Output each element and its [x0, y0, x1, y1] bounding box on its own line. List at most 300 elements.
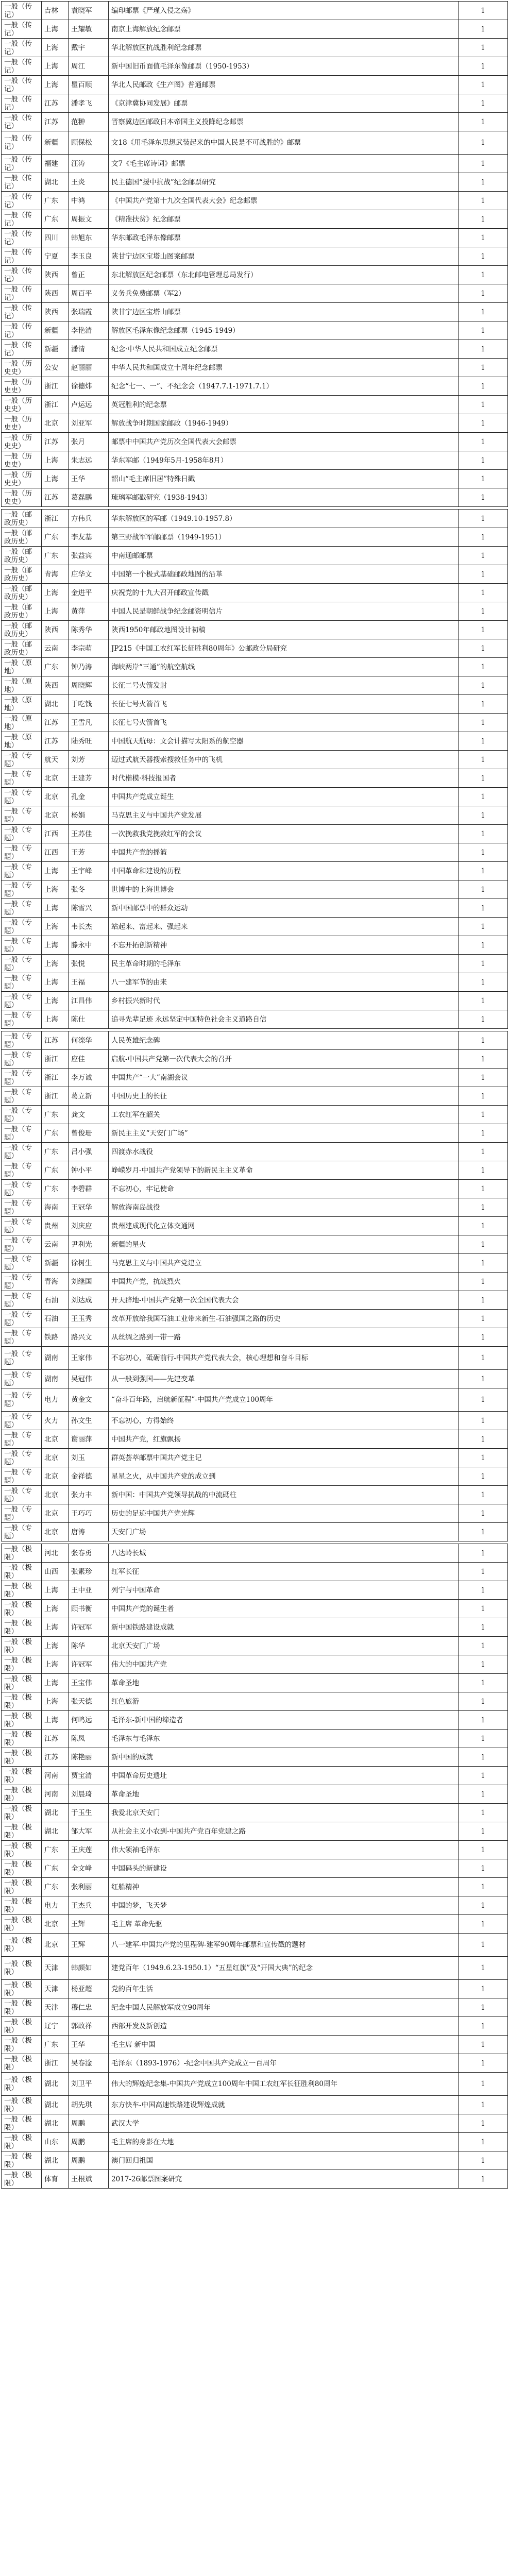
- category-cell: 一般（邮政历史）: [2, 510, 42, 528]
- table-row: [2, 1370, 508, 1388]
- quantity-cell: 1: [459, 918, 508, 936]
- quantity-cell: 1: [459, 1010, 508, 1029]
- author-cell: 葛磊鹏: [69, 488, 109, 507]
- title-cell: 长征七号火箭首飞: [109, 695, 459, 714]
- table-row: [2, 1328, 508, 1347]
- region-cell: 广东: [42, 1859, 69, 1878]
- author-cell: 周振文: [69, 210, 109, 229]
- table-row: [2, 547, 508, 565]
- quantity-cell: 1: [459, 1934, 508, 1957]
- quantity-cell: 1: [459, 1980, 508, 1998]
- title-cell: 中国人民是朝鲜战争纪念邮资明信片: [109, 602, 459, 621]
- category-cell: 一般（专题）: [2, 1198, 42, 1217]
- quantity-cell: 1: [459, 451, 508, 470]
- category-cell: 一般（极限）: [2, 2114, 42, 2133]
- title-cell: 纪念“七一、一”、不纪念会（1947.7.1-1971.7.1）: [109, 377, 459, 396]
- table-row: [2, 20, 508, 39]
- region-cell: 航天: [42, 751, 69, 769]
- title-cell: 中国共产党成立诞生: [109, 788, 459, 806]
- title-cell: 第三野战军军邮邮票（1949-1951）: [109, 528, 459, 547]
- table-row: [2, 1822, 508, 1841]
- table-row: [2, 1915, 508, 1934]
- title-cell: 群英荟萃邮票中国共产党主记: [109, 1449, 459, 1467]
- category-cell: 一般（传记）: [2, 76, 42, 94]
- category-cell: 一般（邮政历史）: [2, 547, 42, 565]
- title-cell: 贵州建成现代化立体交通网: [109, 1217, 459, 1235]
- region-cell: 上海: [42, 1600, 69, 1618]
- category-cell: 一般（专题）: [2, 843, 42, 862]
- category-cell: 一般（传记）: [2, 303, 42, 321]
- table-row: [2, 1957, 508, 1980]
- title-cell: 英冠胜利的纪念票: [109, 396, 459, 414]
- table-row: [2, 1655, 508, 1674]
- quantity-cell: 1: [459, 39, 508, 57]
- category-cell: 一般（专题）: [2, 918, 42, 936]
- region-cell: 上海: [42, 1674, 69, 1692]
- category-cell: 一般（专题）: [2, 806, 42, 825]
- table-row: [2, 751, 508, 769]
- title-cell: 邮票中中国共产党历次全国代表大会邮票: [109, 433, 459, 451]
- quantity-cell: 1: [459, 1087, 508, 1106]
- table-row: [2, 1896, 508, 1915]
- category-cell: 一般（极限）: [2, 1618, 42, 1637]
- title-cell: 新中国邮票中的群众运动: [109, 899, 459, 918]
- quantity-cell: 1: [459, 788, 508, 806]
- quantity-cell: 1: [459, 1291, 508, 1310]
- title-cell: 新中国旧币面值毛泽东像邮票（1950-1953）: [109, 57, 459, 76]
- category-cell: 一般（专题）: [2, 1273, 42, 1291]
- author-cell: 刘继国: [69, 1273, 109, 1291]
- author-cell: 陈华: [69, 1637, 109, 1655]
- author-cell: 周晓辉: [69, 676, 109, 695]
- title-cell: 时代楷模·科技报国者: [109, 769, 459, 788]
- author-cell: 李友基: [69, 528, 109, 547]
- quantity-cell: 1: [459, 1198, 508, 1217]
- category-cell: 一般（专题）: [2, 1235, 42, 1254]
- category-cell: 一般（传记）: [2, 2, 42, 20]
- title-cell: 历史的足迹中国共产党光辉: [109, 1504, 459, 1523]
- category-cell: 一般（专题）: [2, 1310, 42, 1328]
- table-row: [2, 39, 508, 57]
- author-cell: 李艳清: [69, 321, 109, 340]
- quantity-cell: 1: [459, 321, 508, 340]
- author-cell: 何滦华: [69, 1031, 109, 1050]
- title-cell: 北京天安门广场: [109, 1637, 459, 1655]
- region-cell: 广东: [42, 192, 69, 210]
- author-cell: 刘晨琦: [69, 1785, 109, 1804]
- title-cell: 八一建军节的由来: [109, 973, 459, 992]
- quantity-cell: 1: [459, 247, 508, 266]
- author-cell: 刘芳: [69, 751, 109, 769]
- title-cell: 乡村振兴新时代: [109, 992, 459, 1010]
- quantity-cell: 1: [459, 1050, 508, 1069]
- quantity-cell: 1: [459, 1069, 508, 1087]
- region-cell: 上海: [42, 1655, 69, 1674]
- author-cell: 金进平: [69, 584, 109, 602]
- table-row: [2, 113, 508, 131]
- author-cell: 张力丰: [69, 1486, 109, 1504]
- quantity-cell: 1: [459, 825, 508, 843]
- table-row: [2, 1934, 508, 1957]
- table-row: [2, 1031, 508, 1050]
- region-cell: 上海: [42, 451, 69, 470]
- author-cell: 何鸣远: [69, 1711, 109, 1730]
- title-cell: 工农红军在韶关: [109, 1106, 459, 1124]
- region-cell: 新疆: [42, 131, 69, 155]
- category-cell: 一般（邮政历史）: [2, 584, 42, 602]
- region-cell: 青海: [42, 1273, 69, 1291]
- table-row: [2, 359, 508, 377]
- title-cell: 峥嵘岁月-中国共产党领导下的新民主主义革命: [109, 1161, 459, 1180]
- region-cell: 山东: [42, 2133, 69, 2151]
- category-cell: 一般（极限）: [2, 1878, 42, 1896]
- title-cell: 中国第一个极式基础邮政地图的沿革: [109, 565, 459, 584]
- author-cell: 路兴文: [69, 1328, 109, 1347]
- title-cell: 中国革命和建设的历程: [109, 862, 459, 880]
- table-row: [2, 155, 508, 173]
- region-cell: 江苏: [42, 732, 69, 751]
- quantity-cell: 1: [459, 1143, 508, 1161]
- table-row: [2, 321, 508, 340]
- category-cell: 一般（传记）: [2, 247, 42, 266]
- quantity-cell: 1: [459, 1841, 508, 1859]
- region-cell: 陕西: [42, 676, 69, 695]
- region-cell: 江苏: [42, 488, 69, 507]
- quantity-cell: 1: [459, 1430, 508, 1449]
- table-row: [2, 303, 508, 321]
- author-cell: 贾宝清: [69, 1767, 109, 1785]
- title-cell: 迈过式航天器搜索搜救任务中的飞机: [109, 751, 459, 769]
- category-cell: 一般（极限）: [2, 2096, 42, 2114]
- author-cell: 王炎: [69, 173, 109, 192]
- table-row: [2, 955, 508, 973]
- category-cell: 一般（历史史）: [2, 433, 42, 451]
- author-cell: 王中亚: [69, 1581, 109, 1600]
- author-cell: 瞿百顺: [69, 76, 109, 94]
- title-cell: 革命圣地: [109, 1674, 459, 1692]
- author-cell: 陈雪兴: [69, 899, 109, 918]
- title-cell: 新中国的成就: [109, 1748, 459, 1767]
- title-cell: 八一建军-中国共产党的里程碑-建军90周年邮票和宣传戳的题材: [109, 1934, 459, 1957]
- category-cell: 一般（极限）: [2, 1711, 42, 1730]
- region-cell: 湖北: [42, 2151, 69, 2170]
- quantity-cell: 1: [459, 1748, 508, 1767]
- category-cell: 一般（极限）: [2, 1637, 42, 1655]
- title-cell: 不忘开拓创新精神: [109, 936, 459, 955]
- author-cell: 王根斌: [69, 2170, 109, 2189]
- quantity-cell: 1: [459, 695, 508, 714]
- region-cell: 上海: [42, 973, 69, 992]
- author-cell: 曾俊珊: [69, 1124, 109, 1143]
- region-cell: 广东: [42, 528, 69, 547]
- author-cell: 杨亚超: [69, 1980, 109, 1998]
- region-cell: 陕西: [42, 621, 69, 639]
- title-cell: 纪念中国人民解放军成立90周年: [109, 1998, 459, 2017]
- title-cell: 华东邮政毛泽东像邮票: [109, 229, 459, 247]
- title-cell: 《中国共产党第十九次全国代表大会》纪念邮票: [109, 192, 459, 210]
- table-row: [2, 210, 508, 229]
- title-cell: 中国的梦，飞天梦: [109, 1896, 459, 1915]
- quantity-cell: 1: [459, 1031, 508, 1050]
- category-cell: 一般（专题）: [2, 862, 42, 880]
- region-cell: 北京: [42, 806, 69, 825]
- title-cell: 纪念·中华人民共和国成立纪念邮票: [109, 340, 459, 359]
- table-row: [2, 714, 508, 732]
- author-cell: 黄金文: [69, 1388, 109, 1412]
- quantity-cell: 1: [459, 20, 508, 39]
- author-cell: 许冠军: [69, 1655, 109, 1674]
- region-cell: 上海: [42, 918, 69, 936]
- region-cell: 广东: [42, 1878, 69, 1896]
- title-cell: 中国革命历史遗址: [109, 1767, 459, 1785]
- quantity-cell: 1: [459, 488, 508, 507]
- quantity-cell: 1: [459, 1692, 508, 1711]
- category-cell: 一般（传记）: [2, 173, 42, 192]
- quantity-cell: 1: [459, 2073, 508, 2096]
- table-row: [2, 2073, 508, 2096]
- author-cell: 王雪凡: [69, 714, 109, 732]
- title-cell: 民主革命时期的毛泽东: [109, 955, 459, 973]
- title-cell: 韶山“毛主席旧居”特殊日戳: [109, 470, 459, 488]
- region-cell: 上海: [42, 39, 69, 57]
- quantity-cell: 1: [459, 2170, 508, 2189]
- table-row: [2, 1087, 508, 1106]
- title-cell: 东方快车-中国高速铁路建设辉煌成就: [109, 2096, 459, 2114]
- author-cell: 杨娟: [69, 806, 109, 825]
- author-cell: 周江: [69, 57, 109, 76]
- region-cell: 上海: [42, 470, 69, 488]
- category-cell: 一般（专题）: [2, 788, 42, 806]
- region-cell: 湖北: [42, 2096, 69, 2114]
- author-cell: 李宗萌: [69, 639, 109, 658]
- title-cell: 义务兵免费邮票（军2）: [109, 284, 459, 303]
- region-cell: 北京: [42, 1486, 69, 1504]
- table-row: [2, 992, 508, 1010]
- title-cell: 启航-中国共产党第一次代表大会的召开: [109, 1050, 459, 1069]
- region-cell: 上海: [42, 584, 69, 602]
- category-cell: 一般（极限）: [2, 2017, 42, 2036]
- title-cell: 毛主席 新中国: [109, 2036, 459, 2054]
- author-cell: 江昌伟: [69, 992, 109, 1010]
- author-cell: 陈仕: [69, 1010, 109, 1029]
- author-cell: 顾保松: [69, 131, 109, 155]
- table-row: [2, 1692, 508, 1711]
- quantity-cell: 1: [459, 1655, 508, 1674]
- quantity-cell: 1: [459, 284, 508, 303]
- title-cell: 长征七号火箭首飞: [109, 714, 459, 732]
- author-cell: 张利丽: [69, 1878, 109, 1896]
- table-row: [2, 621, 508, 639]
- title-cell: 晋察冀边区邮政日本帝国主义投降纪念邮票: [109, 113, 459, 131]
- title-cell: 庆祝党的十九大召开邮政宣传戳: [109, 584, 459, 602]
- author-cell: 王华: [69, 470, 109, 488]
- region-cell: 上海: [42, 1637, 69, 1655]
- table-row: [2, 1600, 508, 1618]
- category-cell: 一般（历史史）: [2, 414, 42, 433]
- table-row: [2, 1841, 508, 1859]
- title-cell: 站起来、富起来、强起来: [109, 918, 459, 936]
- table-row: [2, 918, 508, 936]
- author-cell: 王耀敏: [69, 20, 109, 39]
- region-cell: 上海: [42, 20, 69, 39]
- region-cell: 湖北: [42, 1804, 69, 1822]
- category-cell: 一般（历史史）: [2, 396, 42, 414]
- title-cell: 红色旅游: [109, 1692, 459, 1711]
- category-cell: 一般（专题）: [2, 936, 42, 955]
- quantity-cell: 1: [459, 1347, 508, 1370]
- quantity-cell: 1: [459, 1915, 508, 1934]
- author-cell: 中鸿: [69, 192, 109, 210]
- title-cell: 新中国：中国共产党领导抗战的中流砥柱: [109, 1486, 459, 1504]
- region-cell: 上海: [42, 862, 69, 880]
- category-cell: 一般（邮政历史）: [2, 639, 42, 658]
- region-cell: 石油: [42, 1310, 69, 1328]
- region-cell: 广东: [42, 1143, 69, 1161]
- category-cell: 一般（历史史）: [2, 359, 42, 377]
- quantity-cell: 1: [459, 510, 508, 528]
- title-cell: 东北解放区纪念邮票（东北邮电管理总局发行）: [109, 266, 459, 284]
- title-cell: 新中国铁路建设成就: [109, 1618, 459, 1637]
- region-cell: 广东: [42, 1841, 69, 1859]
- quantity-cell: 1: [459, 992, 508, 1010]
- quantity-cell: 1: [459, 1124, 508, 1143]
- category-cell: 一般（专题）: [2, 1254, 42, 1273]
- title-cell: 毛主席的身影在大地: [109, 2133, 459, 2151]
- table-row: [2, 1581, 508, 1600]
- author-cell: 张冬: [69, 880, 109, 899]
- author-cell: 张悦: [69, 955, 109, 973]
- quantity-cell: 1: [459, 1254, 508, 1273]
- title-cell: 人民英雄纪念碑: [109, 1031, 459, 1050]
- author-cell: 于吃钱: [69, 695, 109, 714]
- author-cell: 应佳: [69, 1050, 109, 1069]
- author-cell: 张益宾: [69, 547, 109, 565]
- region-cell: 上海: [42, 955, 69, 973]
- table-row: [2, 1859, 508, 1878]
- quantity-cell: 1: [459, 806, 508, 825]
- quantity-cell: 1: [459, 1804, 508, 1822]
- category-cell: 一般（专题）: [2, 1087, 42, 1106]
- table-row: [2, 1878, 508, 1896]
- table-row: [2, 899, 508, 918]
- region-cell: 陕西: [42, 303, 69, 321]
- author-cell: 吴春淦: [69, 2054, 109, 2073]
- title-cell: 2017-26邮票图案研究: [109, 2170, 459, 2189]
- region-cell: 福建: [42, 155, 69, 173]
- author-cell: 许冠军: [69, 1618, 109, 1637]
- category-cell: 一般（历史史）: [2, 377, 42, 396]
- quantity-cell: 1: [459, 76, 508, 94]
- category-cell: 一般（传记）: [2, 39, 42, 57]
- author-cell: 王苏佳: [69, 825, 109, 843]
- category-cell: 一般（专题）: [2, 1180, 42, 1198]
- author-cell: 卢运远: [69, 396, 109, 414]
- quantity-cell: 1: [459, 1957, 508, 1980]
- author-cell: 孙文生: [69, 1412, 109, 1430]
- quantity-cell: 1: [459, 266, 508, 284]
- category-cell: 一般（极限）: [2, 1841, 42, 1859]
- author-cell: 王建芳: [69, 769, 109, 788]
- region-cell: 浙江: [42, 1050, 69, 1069]
- quantity-cell: 1: [459, 1486, 508, 1504]
- title-cell: 毛主席 革命先驱: [109, 1915, 459, 1934]
- region-cell: 广东: [42, 1124, 69, 1143]
- region-cell: 上海: [42, 1618, 69, 1637]
- author-cell: 吴冠伟: [69, 1370, 109, 1388]
- title-cell: 新疆的星火: [109, 1235, 459, 1254]
- table-row: [2, 1563, 508, 1581]
- region-cell: 上海: [42, 936, 69, 955]
- quantity-cell: 1: [459, 2096, 508, 2114]
- region-cell: 湖北: [42, 1822, 69, 1841]
- region-cell: 上海: [42, 1692, 69, 1711]
- quantity-cell: 1: [459, 377, 508, 396]
- title-cell: 四渡赤水战役: [109, 1143, 459, 1161]
- table-row: [2, 1785, 508, 1804]
- table-row: [2, 658, 508, 676]
- title-cell: 琉璃军邮戳研究（1938-1943）: [109, 488, 459, 507]
- title-cell: 中华人民共和国成立十周年纪念邮票: [109, 359, 459, 377]
- category-cell: 一般（传记）: [2, 57, 42, 76]
- region-cell: 上海: [42, 1711, 69, 1730]
- table-row: [2, 2114, 508, 2133]
- author-cell: 孔金: [69, 788, 109, 806]
- region-cell: 北京: [42, 769, 69, 788]
- category-cell: 一般（专题）: [2, 1486, 42, 1504]
- author-cell: 韩旭东: [69, 229, 109, 247]
- quantity-cell: 1: [459, 1878, 508, 1896]
- title-cell: 红军长征: [109, 1563, 459, 1581]
- category-cell: 一般（极限）: [2, 2133, 42, 2151]
- category-cell: 一般（专题）: [2, 880, 42, 899]
- author-cell: 庄华文: [69, 565, 109, 584]
- quantity-cell: 1: [459, 639, 508, 658]
- title-cell: 华东军邮（1949年5月-1958年8月）: [109, 451, 459, 470]
- region-cell: 云南: [42, 639, 69, 658]
- quantity-cell: 1: [459, 1467, 508, 1486]
- category-cell: 一般（极限）: [2, 1581, 42, 1600]
- category-cell: 一般（极限）: [2, 1980, 42, 1998]
- category-cell: 一般（极限）: [2, 1934, 42, 1957]
- quantity-cell: 1: [459, 1618, 508, 1637]
- table-row: [2, 1412, 508, 1430]
- region-cell: 浙江: [42, 1087, 69, 1106]
- table-row: [2, 1618, 508, 1637]
- region-cell: 广东: [42, 658, 69, 676]
- quantity-cell: 1: [459, 1998, 508, 2017]
- title-cell: 追寻先辈足迹 永远坚定中国特色社会主义道路自信: [109, 1010, 459, 1029]
- quantity-cell: 1: [459, 1504, 508, 1523]
- table-row: [2, 247, 508, 266]
- author-cell: 徐树生: [69, 1254, 109, 1273]
- category-cell: 一般（极限）: [2, 1822, 42, 1841]
- table-row: [2, 2096, 508, 2114]
- table-row: [2, 806, 508, 825]
- region-cell: 浙江: [42, 1069, 69, 1087]
- quantity-cell: 1: [459, 173, 508, 192]
- title-cell: 党的百年生活: [109, 1980, 459, 1998]
- quantity-cell: 1: [459, 210, 508, 229]
- author-cell: 郭政祥: [69, 2017, 109, 2036]
- table-row: [2, 1198, 508, 1217]
- category-cell: 一般（专题）: [2, 1106, 42, 1124]
- category-cell: 一般（原地）: [2, 695, 42, 714]
- region-cell: 北京: [42, 788, 69, 806]
- category-cell: 一般（专题）: [2, 1467, 42, 1486]
- quantity-cell: 1: [459, 2036, 508, 2054]
- table-row: [2, 1486, 508, 1504]
- region-cell: 北京: [42, 414, 69, 433]
